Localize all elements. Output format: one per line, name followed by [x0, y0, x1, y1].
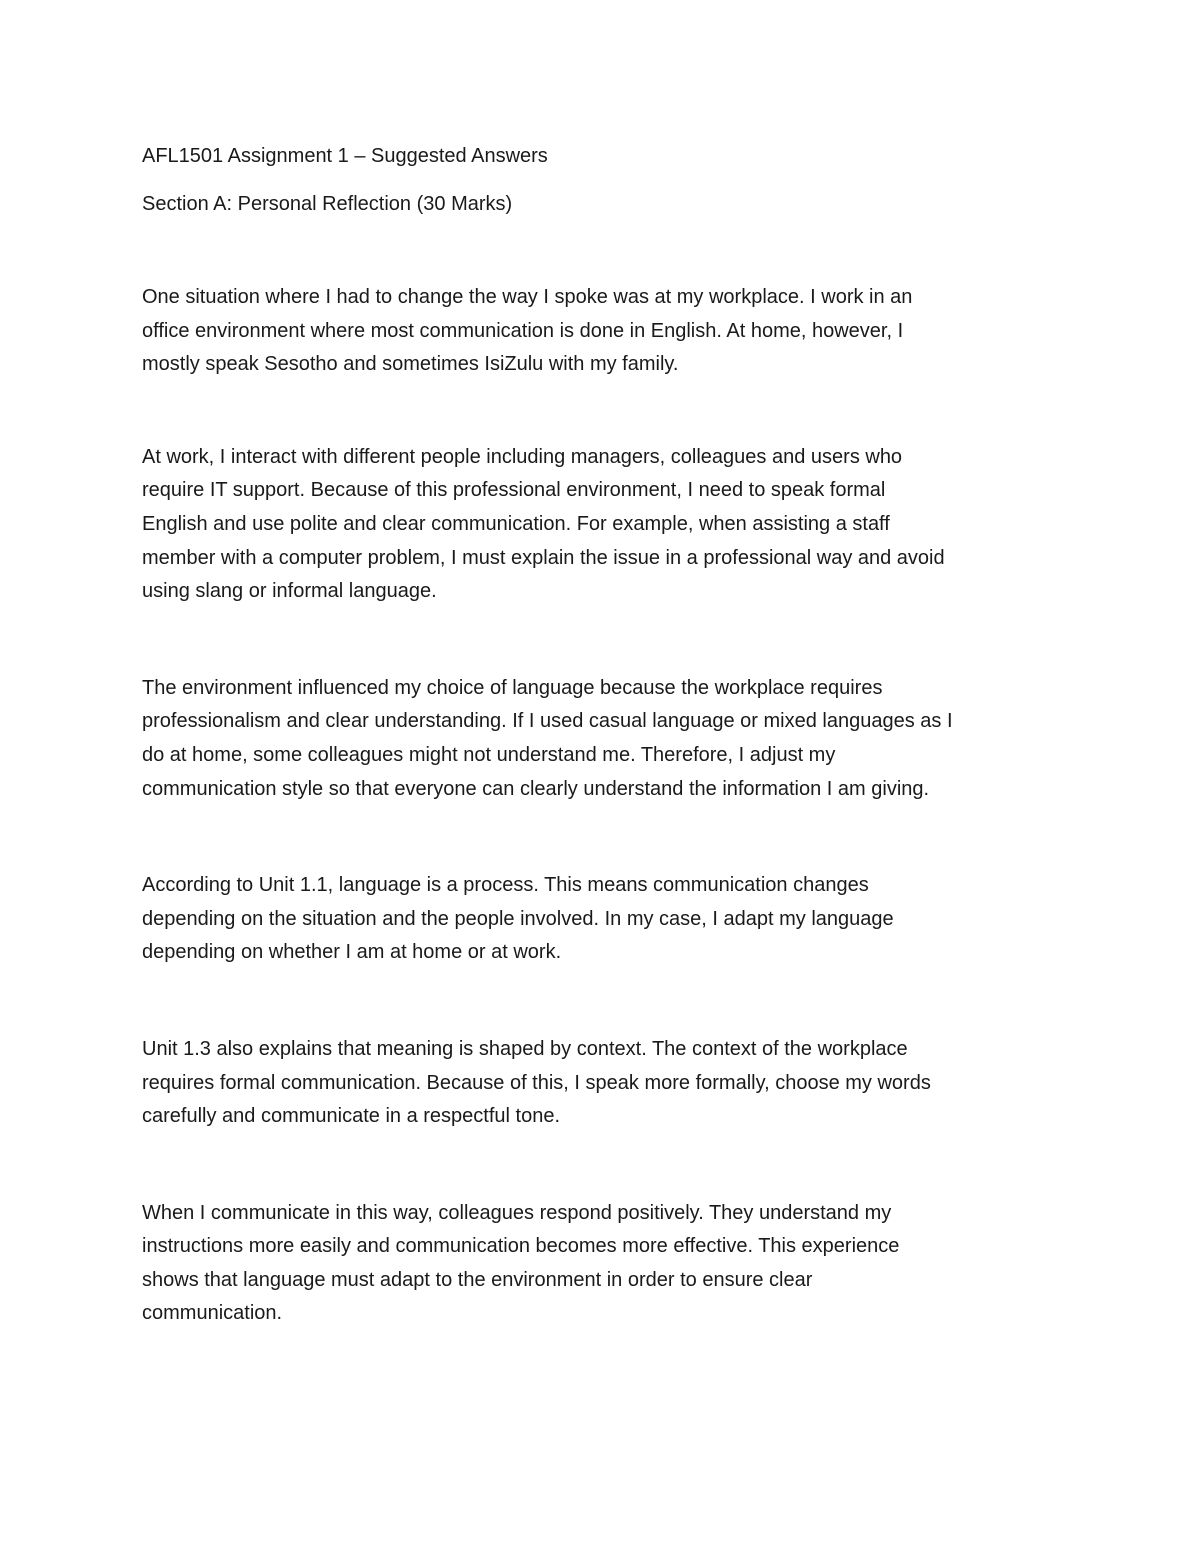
text-line: Unit 1.3 also explains that meaning is shaped by context. The context of the workplace [142, 1037, 908, 1060]
text-line: communication. [142, 1302, 283, 1325]
section-heading: Section A: Personal Reflection (30 Marks) [142, 193, 513, 215]
text-line: mostly speak Sesotho and sometimes IsiZulu with my family. [142, 353, 679, 376]
text-line: professionalism and clear understanding. If I used casual language or mixed languages as I [142, 710, 953, 733]
text-line: English and use polite and clear communication. For example, when assisting a staff [142, 512, 890, 535]
text-line: At work, I interact with different people including managers, colleagues and users who [142, 445, 903, 468]
paragraph-unit-1-1 [142, 869, 1060, 970]
text-line: member with a computer problem, I must explain the issue in a professional way and avoid [142, 546, 945, 569]
text-line: According to Unit 1.1, language is a process. This means communication changes [142, 874, 869, 897]
paragraph-conclusion [142, 1197, 1060, 1331]
text-line: The environment influenced my choice of language because the workplace requires [142, 676, 883, 699]
text-line: office environment where most communication is done in English. At home, however, I [142, 319, 904, 342]
text-line: requires formal communication. Because of this, I speak more formally, choose my words [142, 1071, 931, 1094]
text-line: depending on the situation and the people involved. In my case, I adapt my language [142, 907, 894, 930]
text-line: using slang or informal language. [142, 580, 437, 603]
paragraph-workplace-situation [142, 281, 1060, 382]
text-line: shows that language must adapt to the environment in order to ensure clear [142, 1268, 813, 1291]
paragraph-environment-influence [142, 672, 1060, 806]
document-body [142, 139, 1060, 1331]
text-line: communication style so that everyone can clearly understand the information I am giving. [142, 777, 930, 800]
text-line: depending on whether I am at home or at work. [142, 941, 562, 964]
document-title: AFL1501 Assignment 1 – Suggested Answers [142, 145, 548, 167]
text-line: do at home, some colleagues might not understand me. Therefore, I adjust my [142, 743, 836, 766]
paragraph-work-interaction [142, 441, 1060, 609]
text-line: carefully and communicate in a respectful tone. [142, 1105, 560, 1128]
text-line: require IT support. Because of this professional environment, I need to speak formal [142, 479, 886, 502]
text-line: When I communicate in this way, colleagues respond positively. They understand my [142, 1201, 892, 1224]
text-line: instructions more easily and communication becomes more effective. This experience [142, 1235, 900, 1258]
text-line: One situation where I had to change the way I spoke was at my workplace. I work in an [142, 286, 913, 308]
paragraph-unit-1-3 [142, 1033, 1060, 1134]
